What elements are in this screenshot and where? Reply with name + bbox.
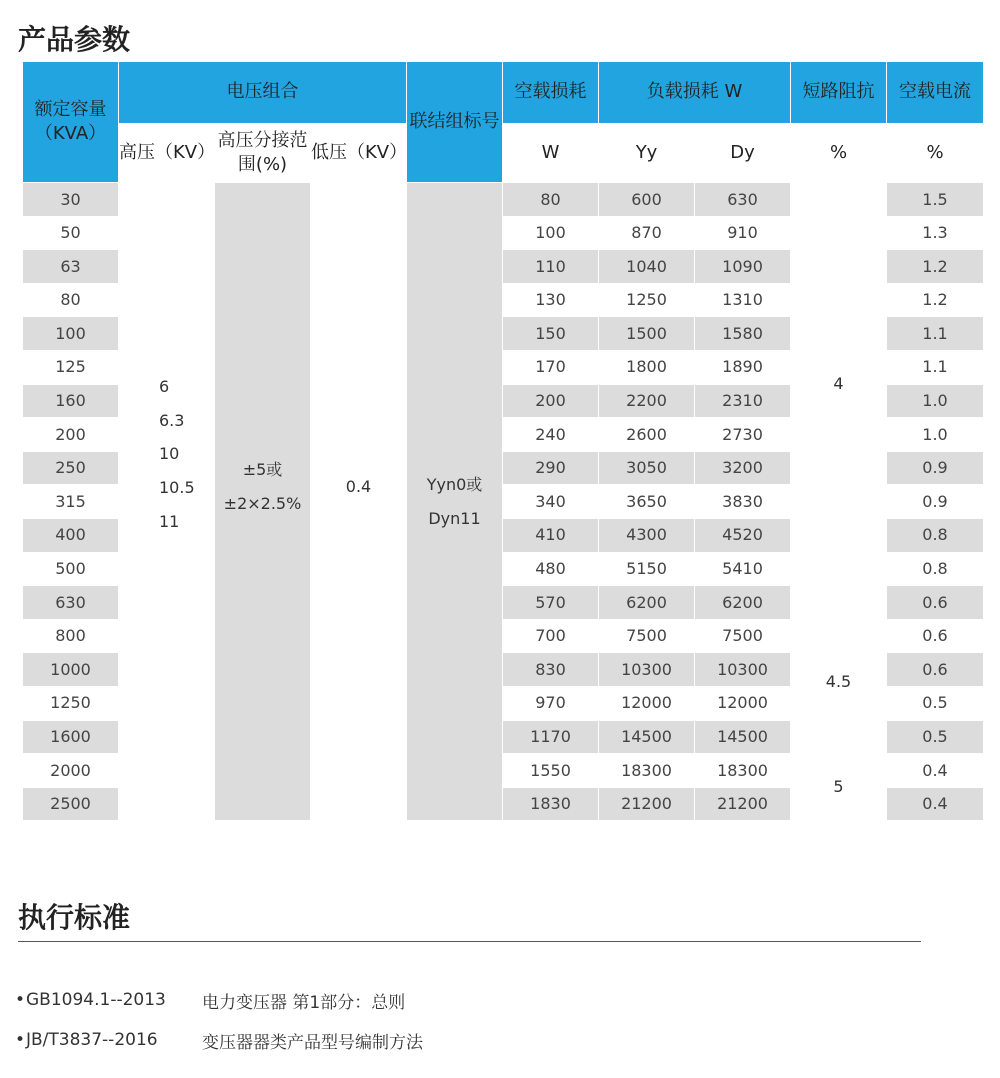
cell-load-loss-dy: 2730: [695, 418, 791, 452]
header-load-loss: 负载损耗 W: [599, 62, 791, 124]
cell-hv-values: [119, 183, 215, 821]
cell-load-loss-dy: 1890: [695, 350, 791, 384]
cell-no-load-current: 0.6: [887, 586, 984, 620]
cell-no-load-current: 1.3: [887, 216, 984, 250]
cell-impedance-a: 4: [791, 183, 887, 586]
cell-no-load-loss: 100: [503, 216, 599, 250]
cell-no-load-loss: 150: [503, 317, 599, 351]
cell-no-load-loss: 240: [503, 418, 599, 452]
cell-kva: 1600: [23, 720, 119, 754]
cell-kva: 500: [23, 552, 119, 586]
standard-description: 变压器器类产品型号编制方法: [202, 1032, 423, 1053]
cell-load-loss-yy: 3650: [599, 485, 695, 519]
header-voltage-combo: 电压组合: [119, 62, 407, 124]
header-rated-capacity: 额定容量（KVA）: [23, 62, 119, 183]
cell-no-load-current: 0.8: [887, 552, 984, 586]
vector-group-line2: Dyn11: [428, 508, 481, 528]
cell-no-load-current: 0.4: [887, 787, 984, 821]
cell-no-load-current: 1.2: [887, 250, 984, 284]
cell-kva: 800: [23, 619, 119, 653]
header-lv: 低压（KV）: [311, 124, 407, 183]
cell-kva: 125: [23, 350, 119, 384]
cell-load-loss-dy: 21200: [695, 787, 791, 821]
cell-load-loss-dy: 910: [695, 216, 791, 250]
cell-kva: 100: [23, 317, 119, 351]
cell-load-loss-dy: 12000: [695, 686, 791, 720]
cell-impedance-c: 5: [791, 754, 887, 821]
cell-no-load-loss: 130: [503, 283, 599, 317]
cell-kva: 2000: [23, 754, 119, 788]
cell-load-loss-dy: 7500: [695, 619, 791, 653]
hv-value: 11: [159, 511, 180, 531]
cell-no-load-current: 0.5: [887, 686, 984, 720]
cell-no-load-current: 1.2: [887, 283, 984, 317]
cell-load-loss-yy: 1800: [599, 350, 695, 384]
standard-code: JB/T3837--2016: [26, 1030, 158, 1050]
cell-kva: 1000: [23, 653, 119, 687]
cell-vector-group: [407, 183, 503, 821]
header-vector-group: 联结组标号: [407, 62, 503, 183]
standard-code: GB1094.1--2013: [26, 990, 166, 1010]
cell-no-load-loss: 340: [503, 485, 599, 519]
cell-load-loss-dy: 2310: [695, 384, 791, 418]
cell-no-load-loss: 480: [503, 552, 599, 586]
cell-load-loss-yy: 14500: [599, 720, 695, 754]
cell-load-loss-yy: 2200: [599, 384, 695, 418]
header-no-load-loss: 空载损耗: [503, 62, 599, 124]
cell-no-load-loss: 200: [503, 384, 599, 418]
cell-no-load-current: 0.8: [887, 518, 984, 552]
cell-load-loss-dy: 630: [695, 183, 791, 217]
parameter-table: [22, 61, 984, 821]
cell-kva: 1250: [23, 686, 119, 720]
header-no-load-current: 空载电流: [887, 62, 984, 124]
cell-kva: 160: [23, 384, 119, 418]
header-pct-impedance: %: [791, 124, 887, 183]
cell-hv-tap: [215, 183, 311, 821]
cell-no-load-current: 1.1: [887, 317, 984, 351]
cell-no-load-loss: 170: [503, 350, 599, 384]
cell-load-loss-yy: 1500: [599, 317, 695, 351]
section-title-standards: 执行标准: [18, 901, 131, 934]
standard-item: [14, 1020, 423, 1060]
cell-load-loss-dy: 6200: [695, 586, 791, 620]
cell-no-load-current: 0.9: [887, 485, 984, 519]
cell-no-load-current: 1.5: [887, 183, 984, 217]
cell-load-loss-yy: 4300: [599, 518, 695, 552]
cell-no-load-loss: 570: [503, 586, 599, 620]
header-hv: 高压（KV）: [119, 124, 215, 183]
cell-load-loss-dy: 4520: [695, 518, 791, 552]
cell-kva: 63: [23, 250, 119, 284]
cell-load-loss-yy: 5150: [599, 552, 695, 586]
table-row: [23, 183, 984, 217]
cell-load-loss-yy: 18300: [599, 754, 695, 788]
cell-no-load-loss: 410: [503, 518, 599, 552]
cell-load-loss-dy: 14500: [695, 720, 791, 754]
cell-no-load-current: 1.0: [887, 384, 984, 418]
cell-load-loss-yy: 21200: [599, 787, 695, 821]
cell-load-loss-dy: 1310: [695, 283, 791, 317]
cell-no-load-current: 1.0: [887, 418, 984, 452]
cell-load-loss-yy: 3050: [599, 451, 695, 485]
cell-lv: 0.4: [311, 183, 407, 821]
cell-impedance-b: 4.5: [791, 586, 887, 754]
section-divider: [18, 941, 921, 942]
cell-load-loss-yy: 12000: [599, 686, 695, 720]
hv-values: [119, 370, 214, 538]
cell-no-load-current: 1.1: [887, 350, 984, 384]
cell-no-load-current: 0.6: [887, 619, 984, 653]
hv-value: 10.5: [159, 477, 195, 497]
cell-no-load-loss: 830: [503, 653, 599, 687]
cell-load-loss-yy: 1250: [599, 283, 695, 317]
header-yy: Yy: [599, 124, 695, 183]
bullet: •: [14, 1030, 26, 1050]
cell-load-loss-yy: 6200: [599, 586, 695, 620]
cell-kva: 315: [23, 485, 119, 519]
cell-no-load-current: 0.6: [887, 653, 984, 687]
cell-load-loss-dy: 3200: [695, 451, 791, 485]
cell-no-load-current: 0.9: [887, 451, 984, 485]
cell-no-load-current: 0.4: [887, 754, 984, 788]
standard-description: 电力变压器 第1部分：总则: [202, 992, 406, 1013]
cell-no-load-loss: 1830: [503, 787, 599, 821]
cell-kva: 200: [23, 418, 119, 452]
cell-load-loss-yy: 870: [599, 216, 695, 250]
cell-kva: 400: [23, 518, 119, 552]
cell-load-loss-dy: 10300: [695, 653, 791, 687]
hv-value: 6: [159, 377, 170, 397]
cell-kva: 250: [23, 451, 119, 485]
cell-kva: 80: [23, 283, 119, 317]
cell-no-load-loss: 110: [503, 250, 599, 284]
cell-load-loss-dy: 3830: [695, 485, 791, 519]
standards-list: [14, 980, 423, 1060]
hv-value: 10: [159, 444, 180, 464]
cell-load-loss-yy: 600: [599, 183, 695, 217]
header-impedance: 短路阻抗: [791, 62, 887, 124]
hv-tap-line1: ±5或: [242, 460, 283, 480]
header-hv-tap: 高压分接范围(%): [215, 124, 311, 183]
header-dy: Dy: [695, 124, 791, 183]
cell-no-load-current: 0.5: [887, 720, 984, 754]
cell-load-loss-yy: 7500: [599, 619, 695, 653]
cell-kva: 2500: [23, 787, 119, 821]
cell-no-load-loss: 290: [503, 451, 599, 485]
standard-item: [14, 980, 423, 1020]
cell-kva: 30: [23, 183, 119, 217]
cell-load-loss-dy: 5410: [695, 552, 791, 586]
cell-load-loss-yy: 1040: [599, 250, 695, 284]
header-unit-w: W: [503, 124, 599, 183]
cell-no-load-loss: 1170: [503, 720, 599, 754]
section-title-params: 产品参数: [18, 23, 131, 56]
vector-group-line1: Yyn0或: [426, 475, 483, 495]
cell-no-load-loss: 1550: [503, 754, 599, 788]
cell-no-load-loss: 80: [503, 183, 599, 217]
cell-kva: 630: [23, 586, 119, 620]
hv-value: 6.3: [159, 410, 185, 430]
cell-load-loss-dy: 18300: [695, 754, 791, 788]
cell-load-loss-yy: 10300: [599, 653, 695, 687]
cell-load-loss-dy: 1090: [695, 250, 791, 284]
cell-load-loss-dy: 1580: [695, 317, 791, 351]
bullet: •: [14, 990, 26, 1010]
cell-load-loss-yy: 2600: [599, 418, 695, 452]
cell-no-load-loss: 700: [503, 619, 599, 653]
hv-tap-line2: ±2×2.5%: [223, 493, 302, 513]
cell-no-load-loss: 970: [503, 686, 599, 720]
header-pct-current: %: [887, 124, 984, 183]
cell-kva: 50: [23, 216, 119, 250]
